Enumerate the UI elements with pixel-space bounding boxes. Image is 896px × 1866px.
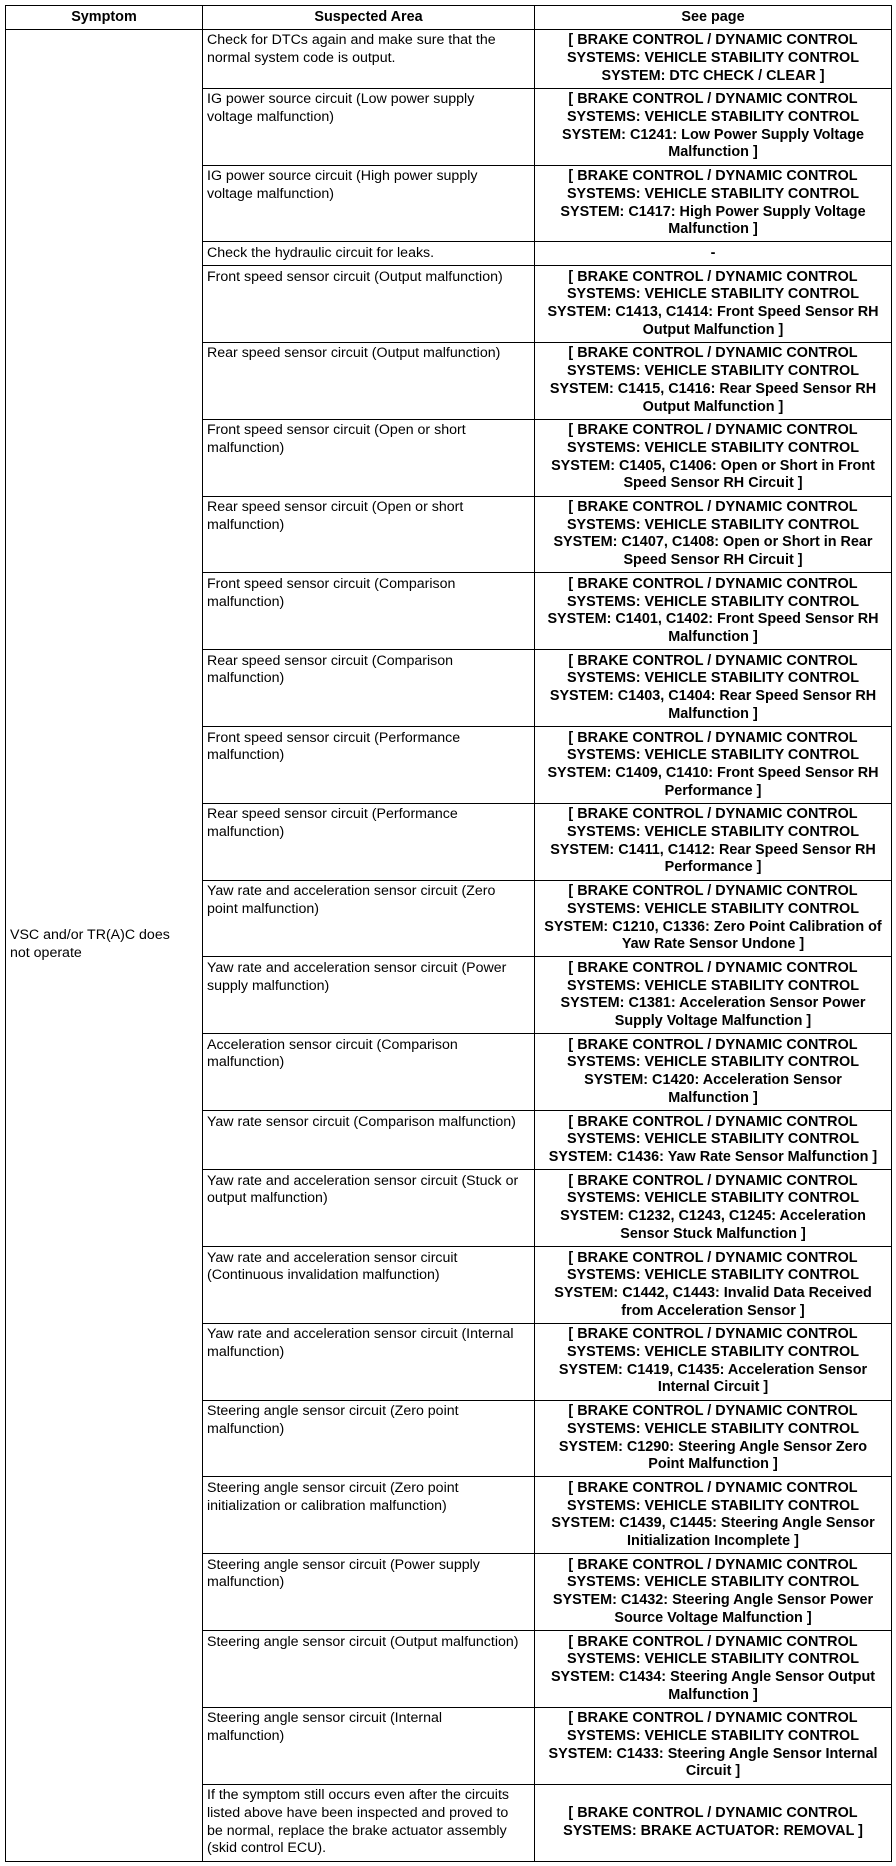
suspected-area-cell: Front speed sensor circuit (Comparison malfunction) xyxy=(203,573,535,650)
suspected-area-cell: Rear speed sensor circuit (Performance malfunction) xyxy=(203,803,535,880)
suspected-area-cell: Rear speed sensor circuit (Comparison malfunction) xyxy=(203,650,535,727)
suspected-area-cell: IG power source circuit (High power supply voltage malfunction) xyxy=(203,165,535,242)
suspected-area-cell: Yaw rate and acceleration sensor circuit (Continuous invalidation malfunction) xyxy=(203,1247,535,1324)
see-page-cell: [ BRAKE CONTROL / DYNAMIC CONTROL SYSTEMS: VEHICLE STABILITY CONTROL SYSTEM: C1210, C1336: Zero Point Calibration of Yaw Rate Sensor Undone ] xyxy=(535,880,892,957)
see-page-cell: [ BRAKE CONTROL / DYNAMIC CONTROL SYSTEMS: VEHICLE STABILITY CONTROL SYSTEM: C1420: Acceleration Sensor Malfunction ] xyxy=(535,1034,892,1111)
document-page xyxy=(5,5,892,1862)
see-page-cell: [ BRAKE CONTROL / DYNAMIC CONTROL SYSTEMS: VEHICLE STABILITY CONTROL SYSTEM: C1409, C1410: Front Speed Sensor RH Performance ] xyxy=(535,727,892,804)
suspected-area-cell: Front speed sensor circuit (Output malfunction) xyxy=(203,266,535,343)
see-page-cell: [ BRAKE CONTROL / DYNAMIC CONTROL SYSTEMS: VEHICLE STABILITY CONTROL SYSTEM: C1432: Steering Angle Sensor Power Source Voltage Malfunction ] xyxy=(535,1554,892,1631)
suspected-area-cell: Rear speed sensor circuit (Output malfunction) xyxy=(203,342,535,419)
see-page-cell: [ BRAKE CONTROL / DYNAMIC CONTROL SYSTEMS: VEHICLE STABILITY CONTROL SYSTEM: C1442, C1443: Invalid Data Received from Acceleration Sensor ] xyxy=(535,1247,892,1324)
see-page-cell: [ BRAKE CONTROL / DYNAMIC CONTROL SYSTEMS: VEHICLE STABILITY CONTROL SYSTEM: C1401, C1402: Front Speed Sensor RH Malfunction ] xyxy=(535,573,892,650)
suspected-area-cell: Steering angle sensor circuit (Power supply malfunction) xyxy=(203,1554,535,1631)
suspected-area-cell: Acceleration sensor circuit (Comparison malfunction) xyxy=(203,1034,535,1111)
suspected-area-cell: Yaw rate and acceleration sensor circuit (Stuck or output malfunction) xyxy=(203,1170,535,1247)
see-page-cell: [ BRAKE CONTROL / DYNAMIC CONTROL SYSTEMS: VEHICLE STABILITY CONTROL SYSTEM: C1417: High Power Supply Voltage Malfunction ] xyxy=(535,165,892,242)
see-page-cell: [ BRAKE CONTROL / DYNAMIC CONTROL SYSTEMS: VEHICLE STABILITY CONTROL SYSTEM: C1415, C1416: Rear Speed Sensor RH Output Malfunction ] xyxy=(535,342,892,419)
suspected-area-cell: Yaw rate and acceleration sensor circuit (Internal malfunction) xyxy=(203,1323,535,1400)
suspected-area-cell: Steering angle sensor circuit (Zero point initialization or calibration malfunction) xyxy=(203,1477,535,1554)
table-header-row xyxy=(6,6,892,30)
suspected-area-cell: Front speed sensor circuit (Performance malfunction) xyxy=(203,727,535,804)
see-page-cell: [ BRAKE CONTROL / DYNAMIC CONTROL SYSTEMS: BRAKE ACTUATOR: REMOVAL ] xyxy=(535,1784,892,1861)
see-page-cell: [ BRAKE CONTROL / DYNAMIC CONTROL SYSTEMS: VEHICLE STABILITY CONTROL SYSTEM: C1407, C1408: Open or Short in Rear Speed Sensor RH Circuit ] xyxy=(535,496,892,573)
suspected-area-cell: Check the hydraulic circuit for leaks. xyxy=(203,242,535,266)
header-suspected-area: Suspected Area xyxy=(203,6,535,30)
suspected-area-cell: Steering angle sensor circuit (Output malfunction) xyxy=(203,1631,535,1708)
header-symptom: Symptom xyxy=(6,6,203,30)
suspected-area-cell: Rear speed sensor circuit (Open or short malfunction) xyxy=(203,496,535,573)
see-page-cell: [ BRAKE CONTROL / DYNAMIC CONTROL SYSTEMS: VEHICLE STABILITY CONTROL SYSTEM: C1436: Yaw Rate Sensor Malfunction ] xyxy=(535,1111,892,1170)
see-page-cell: [ BRAKE CONTROL / DYNAMIC CONTROL SYSTEMS: VEHICLE STABILITY CONTROL SYSTEM: C1241: Low Power Supply Voltage Malfunction ] xyxy=(535,88,892,165)
see-page-cell: [ BRAKE CONTROL / DYNAMIC CONTROL SYSTEMS: VEHICLE STABILITY CONTROL SYSTEM: C1433: Steering Angle Sensor Internal Circuit ] xyxy=(535,1707,892,1784)
suspected-area-cell: Check for DTCs again and make sure that the normal system code is output. xyxy=(203,29,535,88)
see-page-cell: [ BRAKE CONTROL / DYNAMIC CONTROL SYSTEMS: VEHICLE STABILITY CONTROL SYSTEM: C1439, C1445: Steering Angle Sensor Initialization Incomplete ] xyxy=(535,1477,892,1554)
see-page-cell: [ BRAKE CONTROL / DYNAMIC CONTROL SYSTEMS: VEHICLE STABILITY CONTROL SYSTEM: C1381: Acceleration Sensor Power Supply Voltage Malfunction ] xyxy=(535,957,892,1034)
suspected-area-cell: If the symptom still occurs even after the circuits listed above have been inspected and proved to be normal, replace the brake actuator assembly (skid control ECU). xyxy=(203,1784,535,1861)
see-page-cell: [ BRAKE CONTROL / DYNAMIC CONTROL SYSTEMS: VEHICLE STABILITY CONTROL SYSTEM: C1405, C1406: Open or Short in Front Speed Sensor RH Circuit ] xyxy=(535,419,892,496)
suspected-area-cell: Yaw rate sensor circuit (Comparison malfunction) xyxy=(203,1111,535,1170)
see-page-cell: [ BRAKE CONTROL / DYNAMIC CONTROL SYSTEMS: VEHICLE STABILITY CONTROL SYSTEM: C1232, C1243, C1245: Acceleration Sensor Stuck Malfunction ] xyxy=(535,1170,892,1247)
suspected-area-cell: Yaw rate and acceleration sensor circuit (Power supply malfunction) xyxy=(203,957,535,1034)
see-page-cell: [ BRAKE CONTROL / DYNAMIC CONTROL SYSTEMS: VEHICLE STABILITY CONTROL SYSTEM: C1419, C1435: Acceleration Sensor Internal Circuit ] xyxy=(535,1323,892,1400)
suspected-area-cell: Front speed sensor circuit (Open or short malfunction) xyxy=(203,419,535,496)
suspected-area-cell: IG power source circuit (Low power supply voltage malfunction) xyxy=(203,88,535,165)
symptom-table xyxy=(5,5,892,1862)
see-page-cell: [ BRAKE CONTROL / DYNAMIC CONTROL SYSTEMS: VEHICLE STABILITY CONTROL SYSTEM: C1290: Steering Angle Sensor Zero Point Malfunction ] xyxy=(535,1400,892,1477)
suspected-area-cell: Steering angle sensor circuit (Internal malfunction) xyxy=(203,1707,535,1784)
see-page-cell: - xyxy=(535,242,892,266)
suspected-area-cell: Yaw rate and acceleration sensor circuit (Zero point malfunction) xyxy=(203,880,535,957)
see-page-cell: [ BRAKE CONTROL / DYNAMIC CONTROL SYSTEMS: VEHICLE STABILITY CONTROL SYSTEM: C1403, C1404: Rear Speed Sensor RH Malfunction ] xyxy=(535,650,892,727)
see-page-cell: [ BRAKE CONTROL / DYNAMIC CONTROL SYSTEMS: VEHICLE STABILITY CONTROL SYSTEM: C1411, C1412: Rear Speed Sensor RH Performance ] xyxy=(535,803,892,880)
header-see-page: See page xyxy=(535,6,892,30)
see-page-cell: [ BRAKE CONTROL / DYNAMIC CONTROL SYSTEMS: VEHICLE STABILITY CONTROL SYSTEM: DTC CHECK / CLEAR ] xyxy=(535,29,892,88)
table-row xyxy=(6,29,892,88)
see-page-cell: [ BRAKE CONTROL / DYNAMIC CONTROL SYSTEMS: VEHICLE STABILITY CONTROL SYSTEM: C1413, C1414: Front Speed Sensor RH Output Malfunction ] xyxy=(535,266,892,343)
symptom-cell: VSC and/or TR(A)C does not operate xyxy=(6,29,203,1861)
see-page-cell: [ BRAKE CONTROL / DYNAMIC CONTROL SYSTEMS: VEHICLE STABILITY CONTROL SYSTEM: C1434: Steering Angle Sensor Output Malfunction ] xyxy=(535,1631,892,1708)
suspected-area-cell: Steering angle sensor circuit (Zero point malfunction) xyxy=(203,1400,535,1477)
